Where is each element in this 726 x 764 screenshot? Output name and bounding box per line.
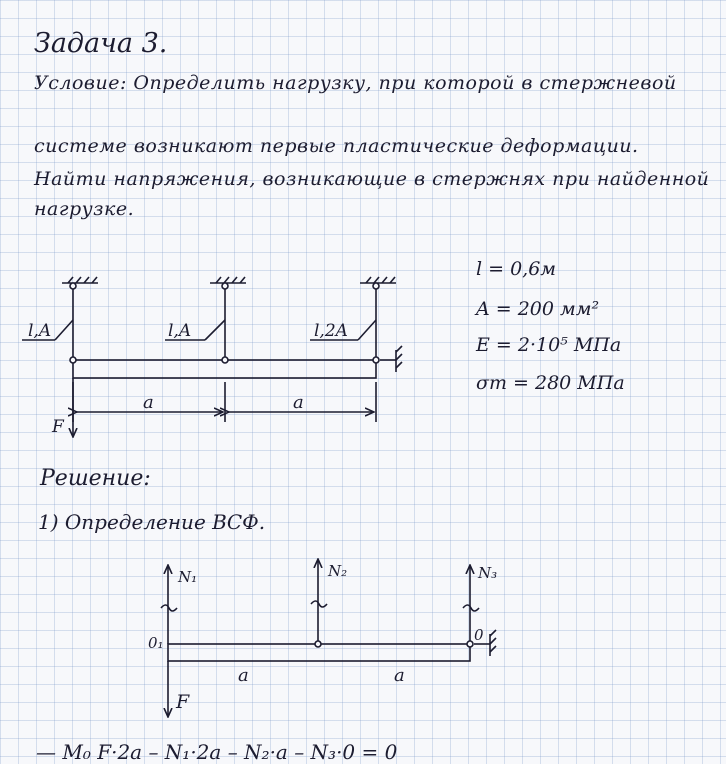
solution-step-1: 1) Определение ВСФ. bbox=[38, 510, 266, 534]
solution-heading: Решение: bbox=[40, 466, 151, 491]
force-label: F bbox=[52, 417, 64, 437]
hinge-support bbox=[380, 346, 402, 372]
condition-line-2: системе возникают первые пластические деформации. bbox=[34, 135, 639, 157]
point-o1-label: 0₁ bbox=[148, 634, 164, 652]
param-length: l = 0,6м bbox=[476, 258, 557, 280]
rod-1-label: l,A bbox=[28, 321, 52, 341]
n1-label: N₁ bbox=[178, 568, 198, 586]
free-body-diagram bbox=[161, 560, 496, 716]
n3-label: N₃ bbox=[478, 564, 498, 582]
param-yield-stress: σт = 280 МПа bbox=[476, 372, 625, 394]
param-area: A = 200 мм² bbox=[476, 298, 600, 320]
point-o-label: 0 bbox=[474, 626, 484, 644]
rod-system-diagram bbox=[22, 277, 402, 436]
support-2 bbox=[210, 277, 246, 283]
condition-line-3: Найти напряжения, возникающие в стержнях при найденной bbox=[34, 168, 710, 190]
rod-2-label: l,A bbox=[168, 321, 192, 341]
segment-a-2: a bbox=[394, 665, 405, 686]
segment-a-1: a bbox=[238, 665, 249, 686]
n2-label: N₂ bbox=[328, 562, 348, 580]
param-modulus: E = 2·10⁵ МПа bbox=[476, 334, 622, 356]
problem-title: Задача 3. bbox=[34, 28, 168, 59]
condition-line-1: Условие: Определить нагрузку, при которой в стержневой bbox=[34, 72, 677, 94]
condition-line-4: нагрузке. bbox=[34, 198, 135, 220]
dimension-label-1: a bbox=[143, 392, 154, 413]
f-label: F bbox=[176, 691, 190, 713]
rod-3-label: l,2A bbox=[314, 321, 348, 341]
dimension-label-2: a bbox=[293, 392, 304, 413]
support-3 bbox=[360, 277, 396, 283]
equilibrium-equation: — M₀ F·2a – N₁·2a – N₂·a – N₃·0 = 0 bbox=[36, 740, 398, 764]
support-1 bbox=[62, 277, 98, 283]
